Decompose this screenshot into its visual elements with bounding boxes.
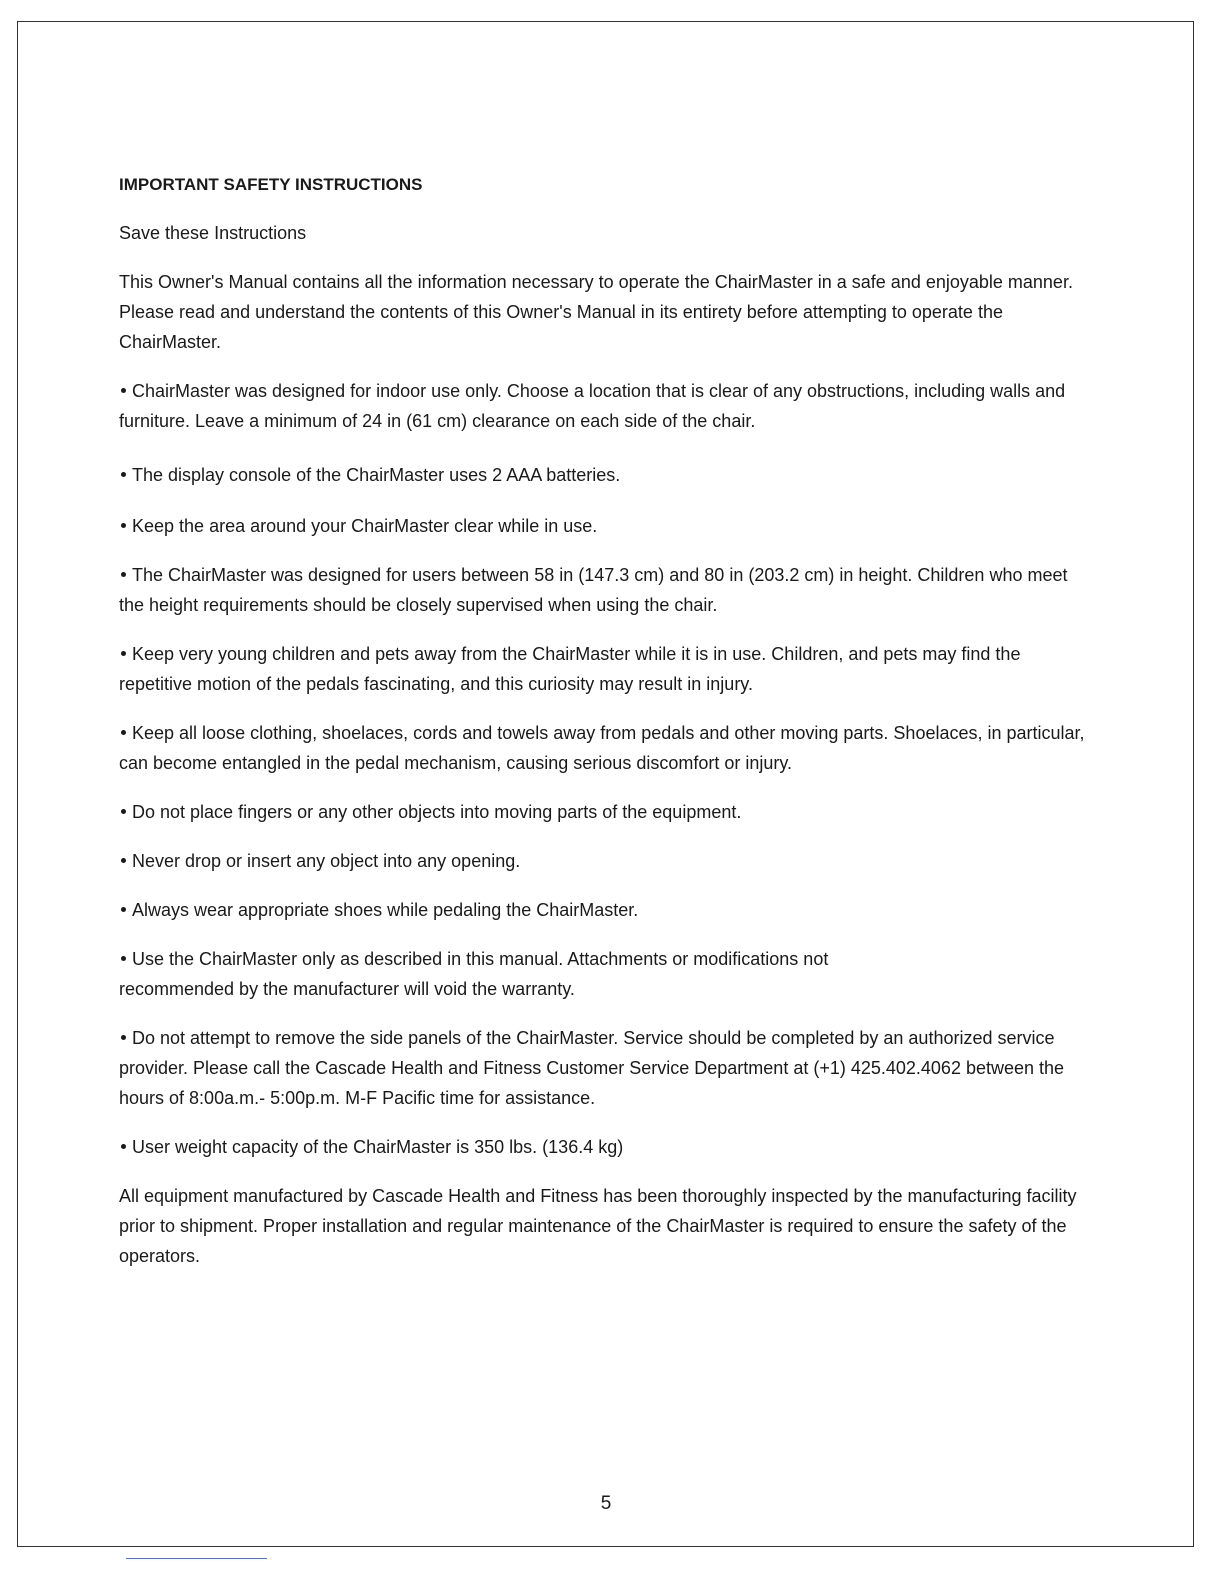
footnote-divider [126,1558,267,1559]
bullet-text: Always wear appropriate shoes while pedaling the ChairMaster. [132,900,639,920]
bullet-text: Keep very young children and pets away from the ChairMaster while it is in use. Children, and pets may find the repetitive motion of the pedals fascinating, and this curiosity may result in injury. [119,644,1021,694]
bullet-text: Keep the area around your ChairMaster clear while in use. [132,516,598,536]
section-heading: IMPORTANT SAFETY INSTRUCTIONS [119,175,423,194]
bullet-icon [121,730,126,735]
bullet-item [119,718,1094,778]
bullet-item [119,639,1094,699]
bullet-text: User weight capacity of the ChairMaster is 350 lbs. (136.4 kg) [132,1137,624,1157]
bullet-icon [121,907,126,912]
bullet-item [119,846,1094,876]
bullet-text: Use the ChairMaster only as described in this manual. Attachments or modifications not recommended by the manufacturer will void the warranty. [119,949,829,999]
closing-paragraph: All equipment manufactured by Cascade Health and Fitness has been thoroughly inspected by the manufacturing facility prior to shipment. Proper installation and regular maintenance of the ChairMaster is required to ensure the safety of the operators. [119,1186,1077,1266]
bullet-item [119,376,1094,436]
bullet-icon [121,472,126,477]
document-body [119,170,1094,1290]
bullet-text: Never drop or insert any object into any opening. [132,851,521,871]
bullet-item [119,944,1094,1004]
bullet-item [119,460,1094,490]
bullet-text: The display console of the ChairMaster uses 2 AAA batteries. [132,465,621,485]
intro-paragraph: This Owner's Manual contains all the information necessary to operate the ChairMaster in a safe and enjoyable manner. Please read and understand the contents of this Owner's Manual in its entirety before attempting to operate the ChairMaster. [119,272,1073,352]
bullet-icon [121,651,126,656]
bullet-icon [121,1144,126,1149]
bullet-text: Do not attempt to remove the side panels of the ChairMaster. Service should be completed by an authorized service provider. Please call the Cascade Health and Fitness Customer Service Department at (+1) 425.402.4062 between the hours of 8:00a.m.- 5:00p.m. M-F Pacific time for assistance. [119,1028,1065,1108]
bullet-text: Do not place fingers or any other objects into moving parts of the equipment. [132,802,742,822]
bullet-text: ChairMaster was designed for indoor use only. Choose a location that is clear of any obstructions, including walls and furniture. Leave a minimum of 24 in (61 cm) clearance on each side of the chair. [119,381,1066,431]
bullet-icon [121,809,126,814]
bullet-item [119,560,1094,620]
bullet-item [119,797,1094,827]
page-number: 5 [600,1493,612,1514]
bullet-icon [121,1035,126,1040]
bullet-item [119,1132,1094,1162]
bullet-item [119,1023,1094,1113]
bullet-icon [121,388,126,393]
bullet-icon [121,572,126,577]
bullet-icon [121,956,126,961]
bullet-item [119,895,1094,925]
section-subheading: Save these Instructions [119,223,307,243]
bullet-text: The ChairMaster was designed for users between 58 in (147.3 cm) and 80 in (203.2 cm) in height. Children who meet the height requirements should be closely supervised when using the chair. [119,565,1068,615]
bullet-icon [121,858,126,863]
bullet-icon [121,523,126,528]
bullet-item [119,511,1094,541]
bullet-text: Keep all loose clothing, shoelaces, cords and towels away from pedals and other moving parts. Shoelaces, in particular, can become entangled in the pedal mechanism, causing serious discomfort or injury. [119,723,1085,773]
